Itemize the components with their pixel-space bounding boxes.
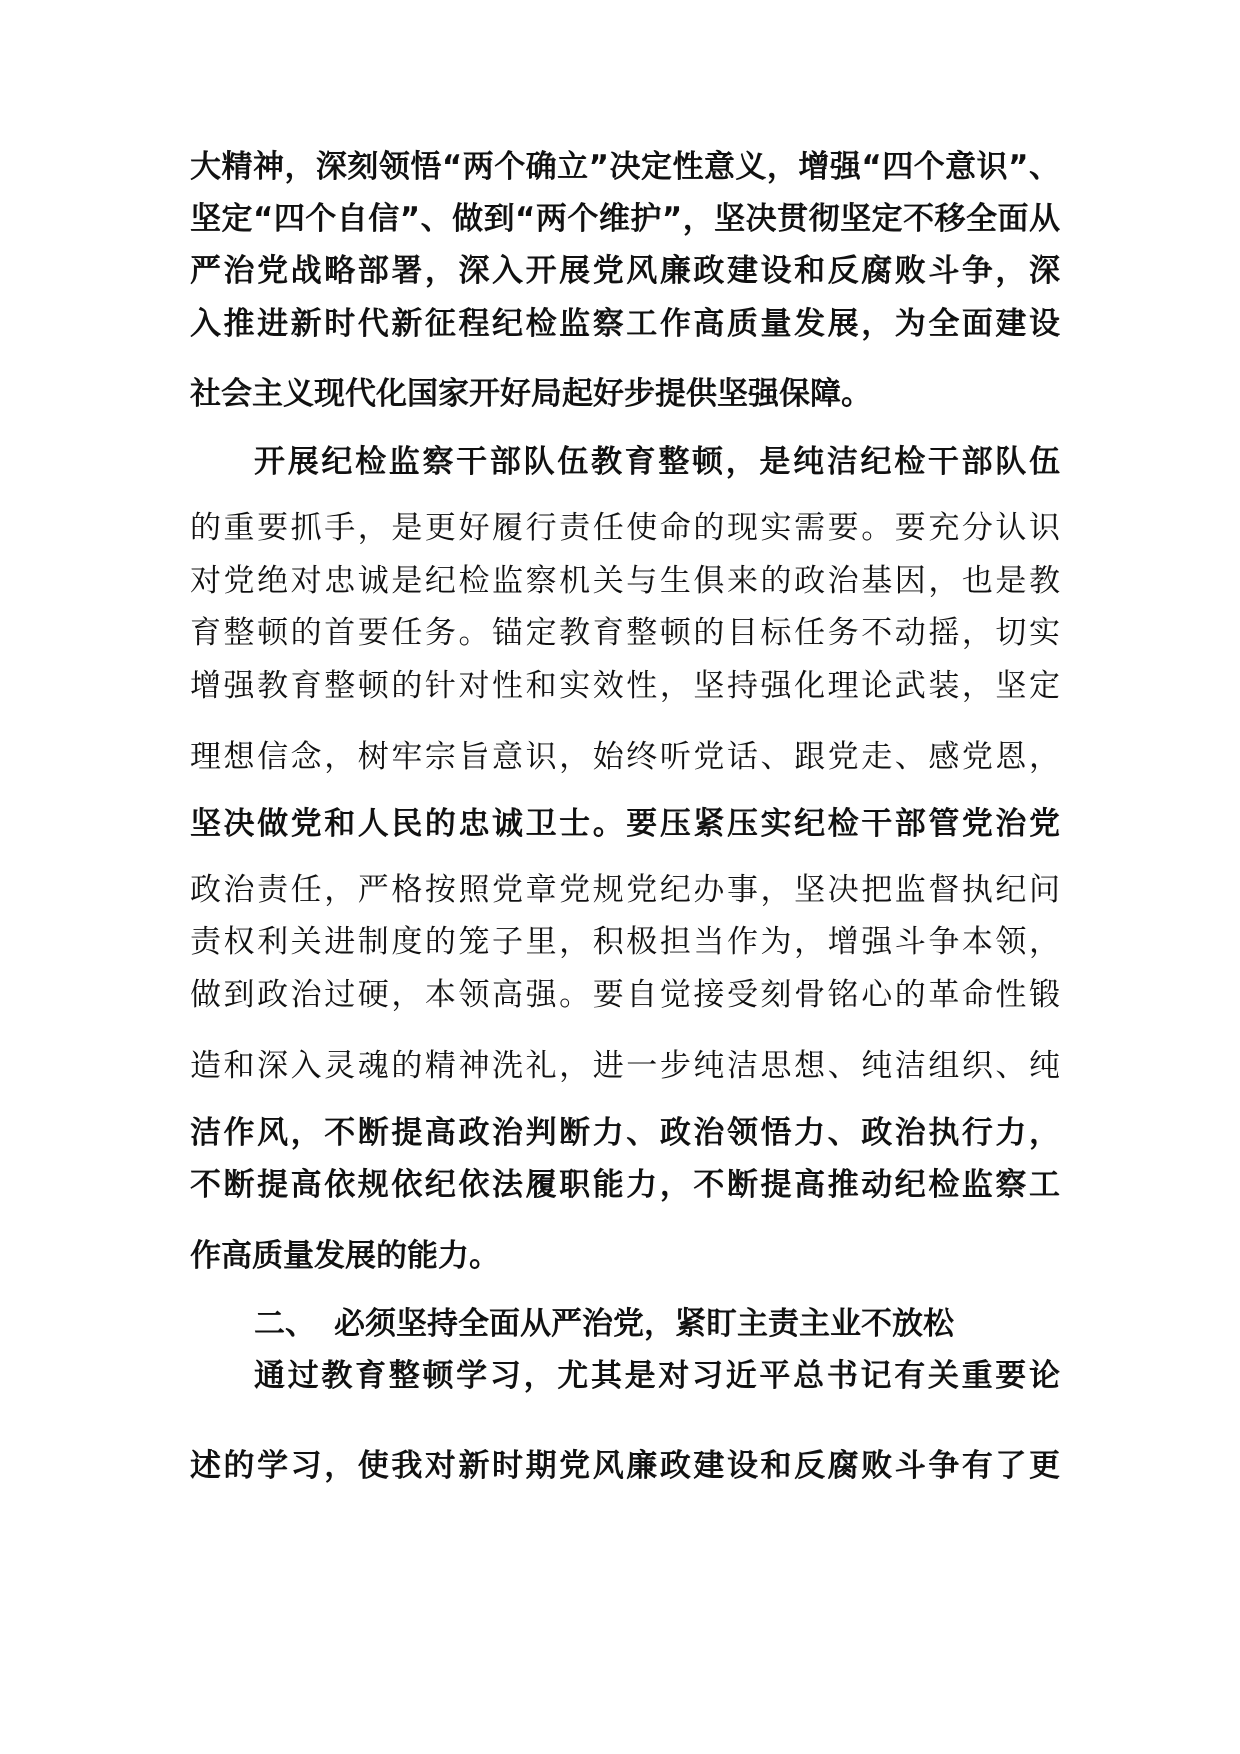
paragraph-1-line-1: 大精神，深刻领悟“两个确立”决定性意义，增强“四个意识”、 xyxy=(190,149,1060,185)
paragraph-2-line-1: 开展纪检监察干部队伍教育整顿，是纯洁纪检干部队伍 xyxy=(254,444,1060,480)
paragraph-2-line-6: 理想信念，树牢宗旨意识，始终听党话、跟党走、感党恩， xyxy=(190,739,1060,775)
paragraph-3-line-1: 通过教育整顿学习，尤其是对习近平总书记有关重要论 xyxy=(254,1358,1060,1394)
paragraph-2-line-11: 造和深入灵魂的精神洗礼，进一步纯洁思想、纯洁组织、纯 xyxy=(190,1048,1060,1084)
paragraph-1-line-5: 社会主义现代化国家开好局起好步提供坚强保障。 xyxy=(190,376,872,412)
section-heading-2 xyxy=(254,1304,954,1344)
paragraph-1-line-4: 入推进新时代新征程纪检监察工作高质量发展，为全面建设 xyxy=(190,306,1060,342)
paragraph-2-line-9: 责权利关进制度的笼子里，积极担当作为，增强斗争本领， xyxy=(190,924,1060,960)
section-heading-title: 必须坚持全面从严治党，紧盯主责主业不放松 xyxy=(334,1306,954,1342)
paragraph-1-line-3: 严治党战略部署，深入开展党风廉政建设和反腐败斗争，深 xyxy=(190,253,1060,289)
paragraph-2-line-3: 对党绝对忠诚是纪检监察机关与生俱来的政治基因，也是教 xyxy=(190,563,1060,599)
paragraph-2-line-8: 政治责任，严格按照党章党规党纪办事，坚决把监督执纪问 xyxy=(190,872,1060,908)
paragraph-2-line-5: 增强教育整顿的针对性和实效性，坚持强化理论武装，坚定 xyxy=(190,668,1060,704)
paragraph-2-line-14: 作高质量发展的能力。 xyxy=(190,1238,500,1274)
paragraph-1-line-2: 坚定“四个自信”、做到“两个维护”，坚决贯彻坚定不移全面从 xyxy=(190,201,1060,237)
paragraph-2-line-7: 坚决做党和人民的忠诚卫士。要压紧压实纪检干部管党治党 xyxy=(190,806,1060,842)
paragraph-2-line-10: 做到政治过硬，本领高强。要自觉接受刻骨铭心的革命性锻 xyxy=(190,977,1060,1013)
paragraph-2-line-13: 不断提高依规依纪依法履职能力，不断提高推动纪检监察工 xyxy=(190,1167,1060,1203)
paragraph-2-line-12: 洁作风，不断提高政治判断力、政治领悟力、政治执行力， xyxy=(190,1115,1060,1151)
section-heading-number: 二、 xyxy=(254,1306,316,1342)
paragraph-2-line-4: 育整顿的首要任务。锚定教育整顿的目标任务不动摇，切实 xyxy=(190,615,1060,651)
paragraph-3-line-2: 述的学习，使我对新时期党风廉政建设和反腐败斗争有了更 xyxy=(190,1448,1060,1484)
paragraph-2-line-2: 的重要抓手，是更好履行责任使命的现实需要。要充分认识 xyxy=(190,510,1060,546)
